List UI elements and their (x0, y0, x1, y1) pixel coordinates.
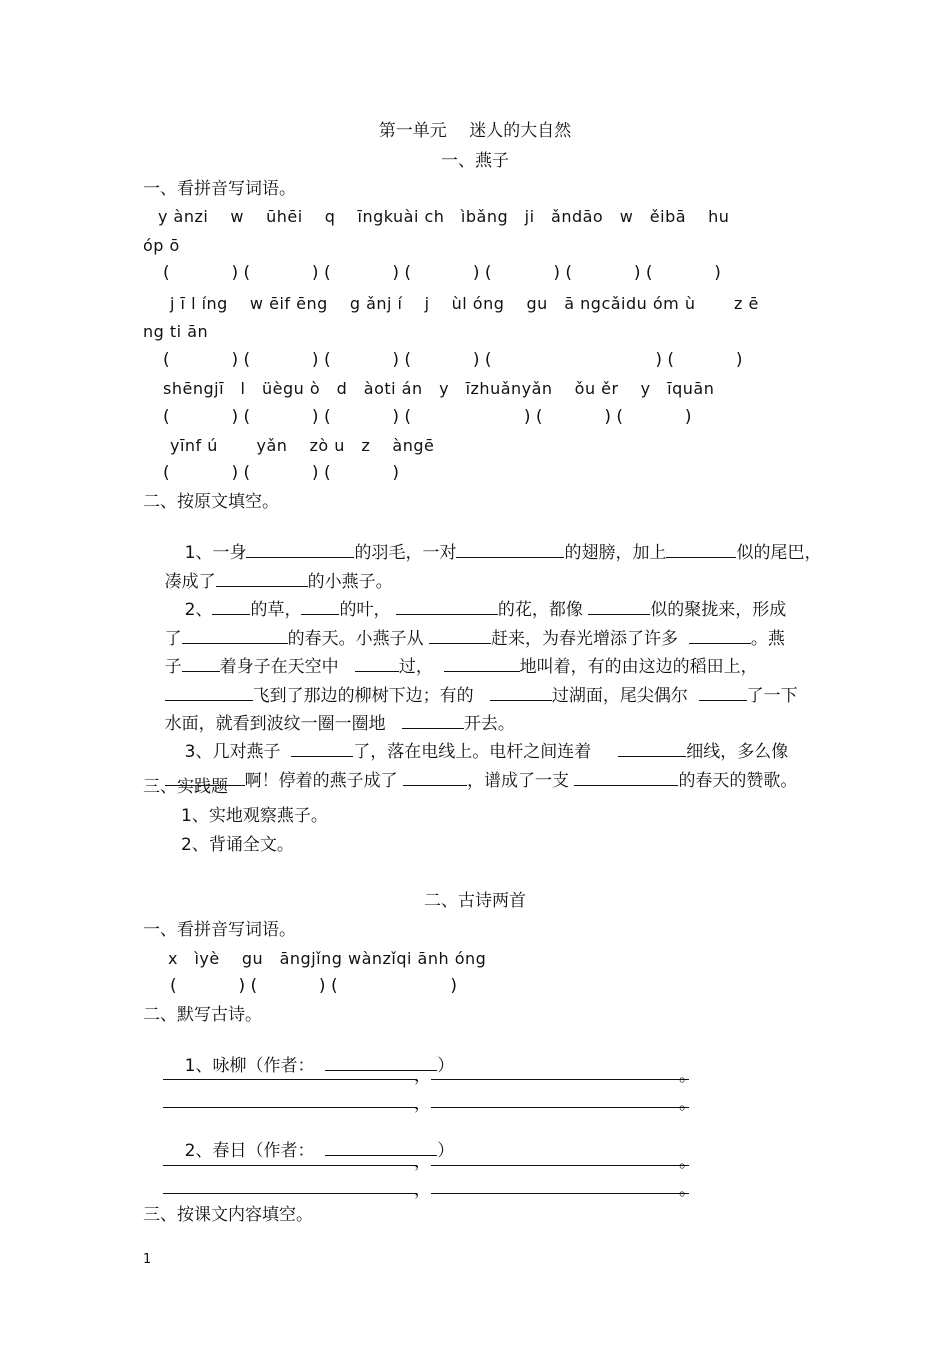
fill-line: 2、 的草， 的叶， 的花，都像 似的聚拢来，形成 (184, 600, 787, 620)
pinyin-row: shēngjī l üègu ò d àoti án y īzhuǎnyǎn ǒu ěr y īquān (163, 379, 715, 398)
fill-blank[interactable] (666, 542, 736, 558)
lesson2-q3-heading: 三、按课文内容填空。 (143, 1205, 313, 1225)
lesson2-q1-heading: 一、看拼音写词语。 (143, 920, 296, 940)
answer-brackets: ( ) ( ) ( ) ( ) ( ) ( ) (163, 407, 692, 427)
pinyin-row: j ī l íng w ēif ēng g ǎnj í j ùl óng gu ā ngcǎidu óm ù z ē (170, 294, 759, 313)
lesson1-q2-heading: 二、按原文填空。 (143, 492, 279, 512)
fill-line: 凑成了 的小燕子。 (164, 572, 393, 592)
fill-line: 了 的春天。小燕子从 赶来，为春光增添了许多 。燕 (164, 629, 785, 649)
fill-line: 子 着身子在天空中 过， 地叫着，有的由这边的稻田上， (164, 657, 758, 677)
pinyin-row: óp ō (143, 236, 180, 255)
fill-line: 水面，就看到波纹一圈一圈地 开去。 (164, 714, 515, 734)
fill-line: 飞到了那边的柳树下边；有的 过湖面，尾尖偶尔 了一下 (143, 663, 798, 729)
practice-item: 2、背诵全文。 (181, 835, 294, 855)
lesson2-q2-heading: 二、默写古诗。 (143, 1005, 262, 1025)
poem-line-blank[interactable] (431, 1079, 689, 1080)
lesson1-q1-heading: 一、看拼音写词语。 (143, 179, 296, 199)
poem-line-blank[interactable] (431, 1107, 689, 1108)
comma-mark: ， (414, 1152, 431, 1172)
pinyin-row: x ìyè gu āngjǐng wànzǐqi ānh óng (168, 949, 487, 968)
poem1-label-line: 1、咏柳（作者： ） (184, 1056, 455, 1076)
unit-title: 第一单元 迷人的大自然 (378, 121, 572, 141)
period-mark: 。 (679, 1180, 696, 1200)
period-mark: 。 (679, 1066, 696, 1086)
page-number: 1 (143, 1252, 152, 1267)
period-mark: 。 (679, 1152, 696, 1172)
pinyin-row: ng ti ān (143, 322, 209, 341)
answer-brackets: ( ) ( ) ( ) (163, 463, 400, 483)
poem-line-blank[interactable] (163, 1107, 417, 1108)
practice-item: 1、实地观察燕子。 (181, 806, 328, 826)
lesson1-q3-heading: 三、实践题 (143, 777, 228, 797)
fill-line: 啊！停着的燕子成了 ，谱成了一支 的春天的赞歌。 (143, 748, 797, 814)
answer-brackets: ( ) ( ) ( ) ( ) ( ) ( ) (163, 350, 743, 370)
poem-line-blank[interactable] (431, 1193, 689, 1194)
fill-blank[interactable] (574, 770, 678, 786)
poem-line-blank[interactable] (163, 1165, 417, 1166)
comma-mark: ， (414, 1066, 431, 1086)
period-mark: 。 (679, 1094, 696, 1114)
pinyin-row: y ànzi w ūhēi q īngkuài ch ìbǎng ji ǎndāo w ěibā hu (158, 207, 730, 226)
fill-blank[interactable] (699, 685, 747, 701)
fill-line: 3、几对燕子 了，落在电线上。电杆之间连着 细线，多么像 (184, 742, 789, 762)
comma-mark: ， (414, 1094, 431, 1114)
lesson2-title: 二、古诗两首 (424, 891, 526, 911)
answer-brackets: ( ) ( ) ( ) ( ) ( ) ( ) ( ) (163, 263, 721, 283)
answer-brackets: ( ) ( ) ( ) (170, 976, 458, 996)
poem-line-blank[interactable] (163, 1193, 417, 1194)
poem-line-blank[interactable] (163, 1079, 417, 1080)
pinyin-row: yīnf ú yǎn zò u z àngē (170, 436, 435, 455)
poem-line-blank[interactable] (431, 1165, 689, 1166)
fill-blank[interactable] (456, 542, 564, 558)
poem2-label-line: 2、春日（作者： ） (184, 1141, 455, 1161)
fill-blank[interactable] (403, 770, 467, 786)
fill-line: 1、一身 的羽毛，一对 的翅膀，加上 似的尾巴， (184, 543, 822, 563)
lesson1-title: 一、燕子 (441, 151, 509, 171)
comma-mark: ， (414, 1180, 431, 1200)
